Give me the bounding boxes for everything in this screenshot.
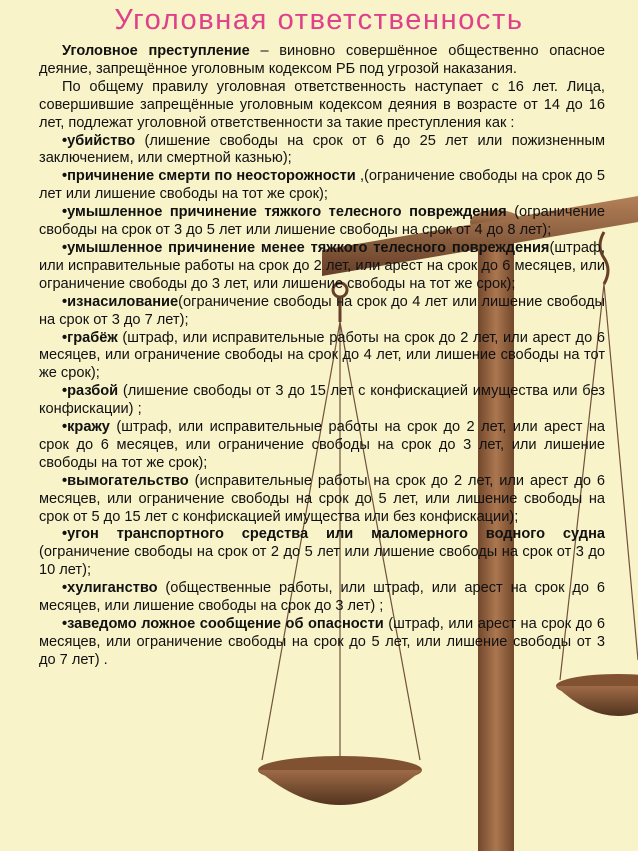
crime-penalty: ,(ограничение свободы на срок до 5 лет или лишение свободы на тот же срок); — [39, 168, 605, 203]
crime-name: •грабёж — [62, 329, 118, 346]
crime-name: •убийство — [62, 132, 136, 149]
crime-item — [39, 419, 605, 473]
crime-penalty: (штраф, или исправительные работы на срок до 2 лет, или арест на срок до 6 месяцев, или ограничение свободы на срок до 3 лет, или лишение свободы на тот же срок); — [39, 419, 605, 471]
crime-penalty: (общественные работы, или штраф, или арест на срок до 6 месяцев, или лишение свободы на срок до 3 лет) ; — [39, 580, 605, 615]
crime-name: •умышленное причинение менее тяжкого телесного повреждения — [62, 239, 550, 256]
crime-name: •кражу — [62, 419, 110, 436]
definition-term: Уголовное преступление — [62, 43, 250, 59]
crime-item — [39, 526, 605, 580]
intro-paragraph: По общему правилу уголовная ответственность наступает с 16 лет. Лица, совершившие запрещённые уголовным кодексом деяния в возрасте от 14 до 16 лет, подлежат уголовной ответственности за такие преступления как : — [39, 78, 605, 131]
crime-penalty: (лишение свободы на срок от 6 до 25 лет или пожизненным заключением, или смертной казнью); — [39, 132, 605, 167]
crime-name: •причинение смерти по неосторожности — [62, 168, 356, 185]
crime-penalty: (штраф, или арест на срок до 6 месяцев, или ограничение свободы на срок до 5 лет, или лишение свободы от 3 до 7 лет) . — [39, 616, 605, 668]
crime-item — [39, 616, 605, 670]
crime-name: •вымогательство — [62, 472, 189, 489]
crime-item — [39, 133, 605, 169]
definition-paragraph — [39, 43, 605, 79]
crime-item — [39, 240, 605, 294]
definition-text: – виновно совершённое общественно опасное деяние, запрещённое уголовным кодексом РБ под угрозой наказания. — [39, 43, 605, 77]
page-title: Уголовная ответственность — [114, 4, 524, 36]
crime-item — [39, 473, 605, 527]
crime-penalty: (ограничение свободы на срок от 2 до 5 лет или лишение свободы на срок от 3 до 10 лет); — [39, 544, 605, 579]
crime-name: •угон транспортного средства или маломерного водного судна — [62, 526, 605, 543]
crime-item — [39, 168, 605, 204]
crime-name: •умышленное причинение тяжкого телесного повреждения — [62, 204, 507, 221]
crime-penalty: (исправительные работы на срок до 2 лет, или арест до 6 месяцев, или ограничение свободы на срок до 5 лет, или лишение свободы на срок от 5 до 15 лет с конфискацией имущества или без конфискации); — [39, 472, 605, 525]
crime-item — [39, 330, 605, 384]
crime-penalty: (лишение свободы от 3 до 15 лет с конфискацией имущества или без конфискации) ; — [39, 383, 605, 418]
crime-item — [39, 580, 605, 616]
crime-penalty: (ограничение свободы на срок до 4 лет или лишение свободы на срок от 3 до 7 лет); — [39, 293, 605, 328]
crime-item — [39, 383, 605, 419]
crime-name: •заведомо ложное сообщение об опасности — [62, 616, 384, 632]
crime-item — [39, 294, 605, 330]
crime-name: •изнасилование — [62, 293, 179, 310]
document-body — [39, 43, 605, 670]
crime-penalty: (ограничение свободы на срок от 3 до 5 лет или лишение свободы на срок от 4 до 8 лет); — [39, 204, 605, 239]
crime-penalty: (штраф, или исправительные работы на срок до 2 лет, или арест до 6 месяцев, или ограничение свободы на срок до 4 лет, или лишение свободы на тот же срок); — [39, 329, 605, 382]
crime-item — [39, 204, 605, 240]
crime-name: •хулиганство — [62, 580, 158, 597]
crime-penalty: (штраф, или исправительные работы на срок до 2 лет, или арест на срок до 6 месяцев, или ограничение свободы до 3 лет, или лишение свободы на тот же срок); — [39, 239, 605, 292]
crime-name: •разбой — [62, 383, 119, 400]
